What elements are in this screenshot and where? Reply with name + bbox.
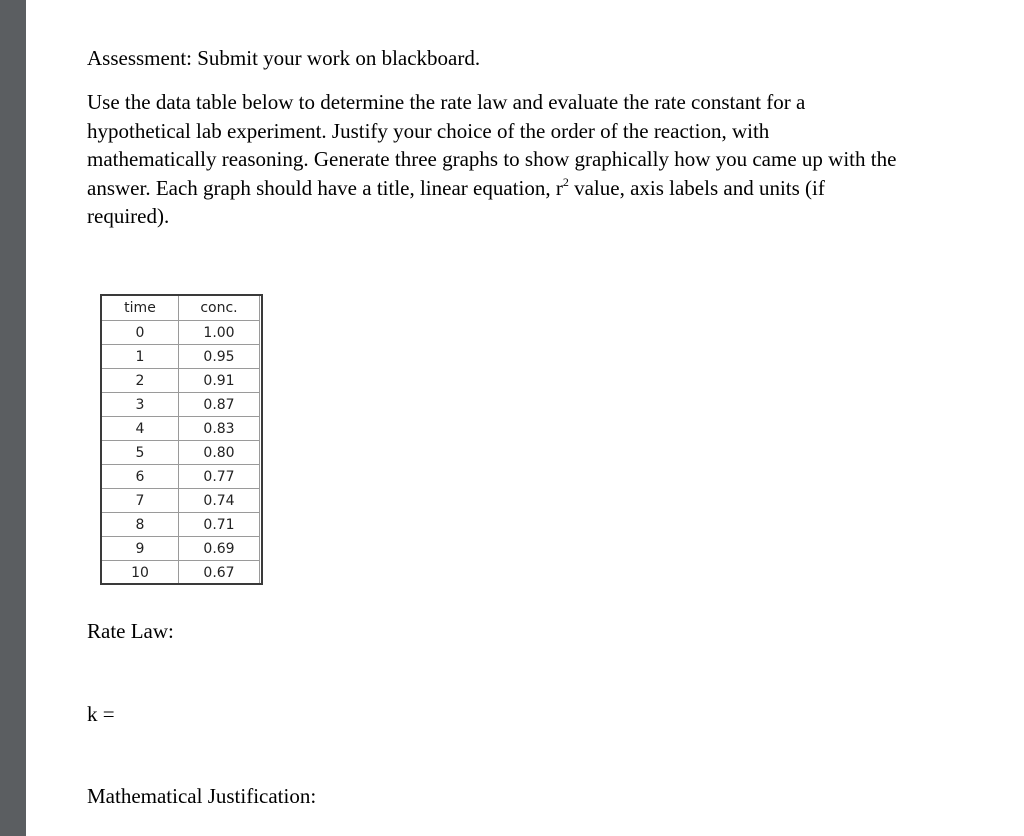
time-cell: 5 [102, 441, 179, 465]
header-time: time [102, 296, 179, 321]
table-row [102, 561, 260, 585]
time-cell: 9 [102, 537, 179, 561]
document-page [26, 0, 1024, 836]
time-cell: 10 [102, 561, 179, 585]
instructions-line-2: hypothetical lab experiment. Justify your choice of the order of the reaction, with [87, 118, 770, 143]
header-conc: conc. [179, 296, 260, 321]
instructions-line-4-end: value, axis labels and units (if [568, 175, 825, 200]
table-row [102, 369, 260, 393]
conc-cell: 0.95 [179, 345, 260, 369]
time-cell: 2 [102, 369, 179, 393]
table-row [102, 513, 260, 537]
table-row [102, 441, 260, 465]
instructions-line-3: mathematically reasoning. Generate three graphs to show graphically how you came up with the [87, 147, 897, 171]
conc-cell: 0.83 [179, 417, 260, 441]
rate-law-label: Rate Law: [87, 619, 174, 643]
instructions-line-4-start: answer. Each graph should have a title, linear equation, r [87, 175, 563, 200]
rate-constant-label: k = [87, 702, 115, 726]
table-row [102, 345, 260, 369]
time-cell: 0 [102, 321, 179, 345]
table-row [102, 321, 260, 345]
table-row [102, 465, 260, 489]
table-header-row [102, 296, 260, 321]
table-row [102, 417, 260, 441]
conc-cell: 0.67 [179, 561, 260, 585]
conc-cell: 0.80 [179, 441, 260, 465]
data-table [101, 295, 260, 585]
conc-cell: 0.77 [179, 465, 260, 489]
conc-cell: 0.69 [179, 537, 260, 561]
time-cell: 6 [102, 465, 179, 489]
instructions-paragraph [87, 88, 987, 231]
time-cell: 4 [102, 417, 179, 441]
conc-cell: 0.74 [179, 489, 260, 513]
table-row [102, 537, 260, 561]
conc-cell: 0.71 [179, 513, 260, 537]
r-squared-superscript: 2 [562, 174, 569, 189]
window-left-edge [0, 0, 26, 836]
assessment-heading: Assessment: Submit your work on blackboard. [87, 46, 481, 70]
time-cell: 8 [102, 513, 179, 537]
time-cell: 3 [102, 393, 179, 417]
time-cell: 7 [102, 489, 179, 513]
instructions-line-1: Use the data table below to determine the rate law and evaluate the rate constant for a [87, 90, 806, 114]
table-row [102, 489, 260, 513]
justification-label: Mathematical Justification: [87, 784, 317, 808]
conc-cell: 0.87 [179, 393, 260, 417]
table-row [102, 393, 260, 417]
conc-cell: 1.00 [179, 321, 260, 345]
conc-cell: 0.91 [179, 369, 260, 393]
instructions-line-4 [87, 174, 987, 203]
instructions-line-5: required). [87, 204, 170, 228]
time-cell: 1 [102, 345, 179, 369]
